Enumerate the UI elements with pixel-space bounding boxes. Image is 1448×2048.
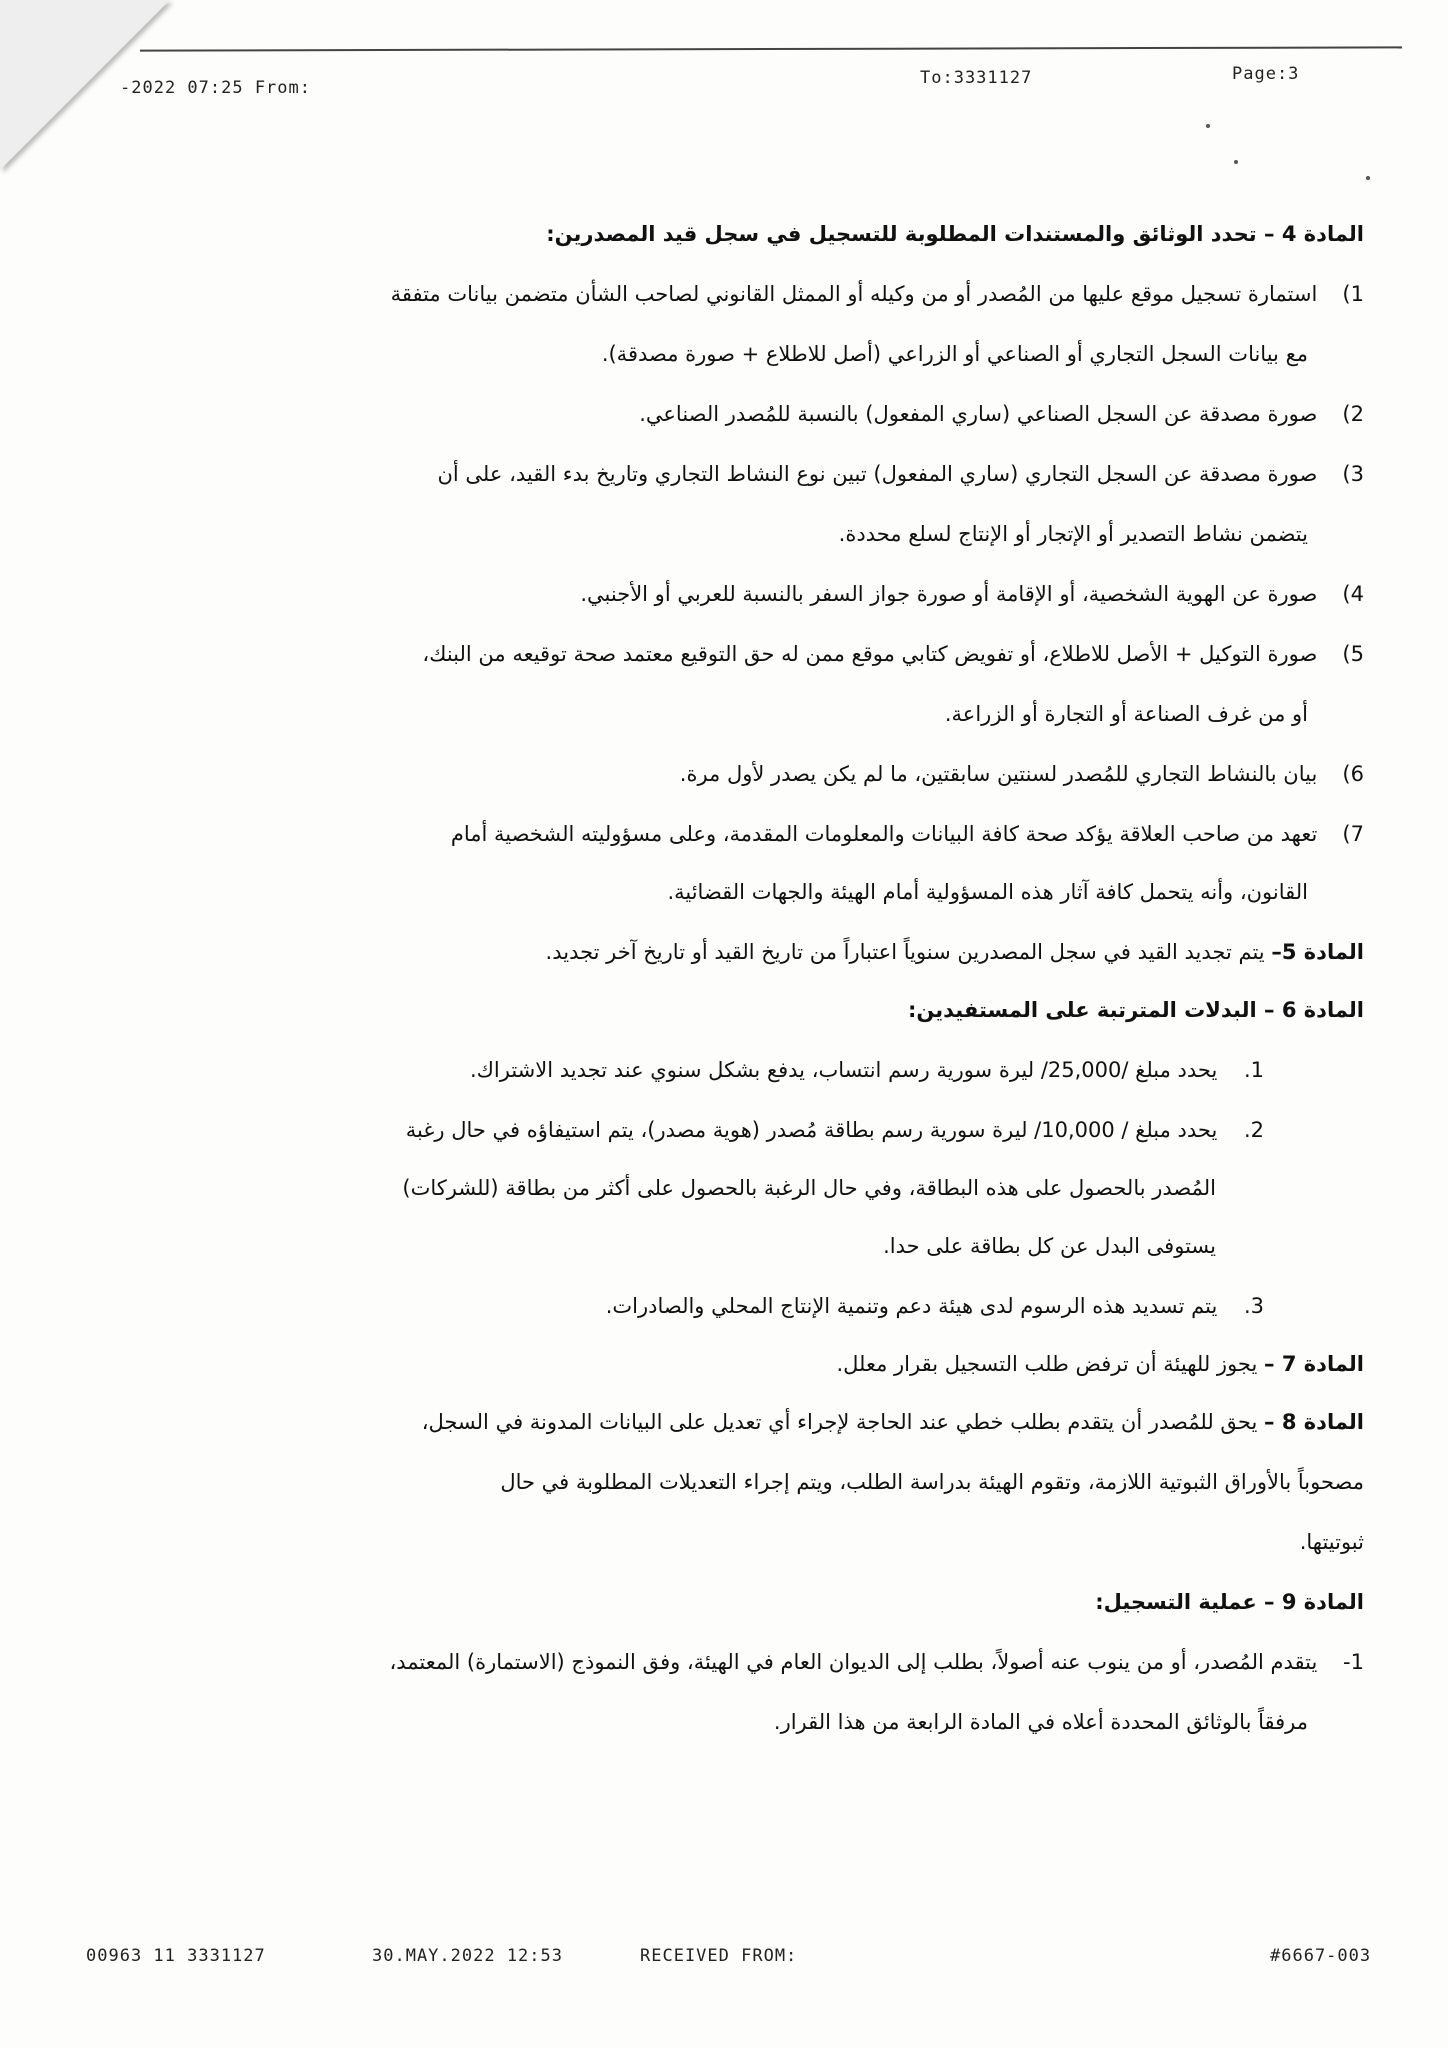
article-6-heading: المادة 6 – البدلات المترتبة على المستفيدين:: [907, 998, 1364, 1022]
item-text: يتم تسديد هذه الرسوم لدى هيئة دعم وتنمية الإنتاج المحلي والصادرات.: [605, 1294, 1218, 1318]
item-number: 1-: [1343, 1650, 1364, 1674]
header-rule: [140, 46, 1402, 51]
article-8-continuation: مصحوباً بالأوراق الثبوتية اللازمة، وتقوم الهيئة بدراسة الطلب، ويتم إجراء التعديلات المطلوبة في حال: [500, 1470, 1364, 1494]
item-number: 1.: [1243, 1058, 1264, 1082]
item-text: يحدد مبلغ /25,000/ ليرة سورية رسم انتساب، يدفع بشكل سنوي عند تجديد الاشتراك.: [469, 1058, 1218, 1082]
list-item: [422, 630, 1364, 678]
fax-header-left: -2022 07:25 From:: [120, 78, 311, 98]
scan-speck: [1366, 176, 1370, 180]
item-text: بيان بالنشاط التجاري للمُصدر لسنتين سابقتين، ما لم يكن يصدر لأول مرة.: [679, 762, 1318, 786]
article-7-text: يجوز للهيئة أن ترفض طلب التسجيل بقرار معلل.: [836, 1352, 1258, 1376]
item-continuation: القانون، وأنه يتحمل كافة آثار هذه المسؤولية أمام الهيئة والجهات القضائية.: [667, 880, 1308, 904]
list-item: [391, 270, 1364, 318]
fax-header-page: Page:3: [1232, 64, 1300, 84]
article-5-text: يتم تجديد القيد في سجل المصدرين سنوياً اعتباراً من تاريخ القيد أو تاريخ آخر تجديد.: [545, 940, 1265, 964]
article-7: [836, 1340, 1364, 1388]
fax-footer-received: RECEIVED FROM:: [640, 1946, 798, 1966]
item-number: 3): [1342, 462, 1364, 486]
item-text: صورة مصدقة عن السجل التجاري (ساري المفعول) تبين نوع النشاط التجاري وتاريخ بدء القيد، على أن: [437, 462, 1318, 486]
item-text: صورة عن الهوية الشخصية، أو الإقامة أو صورة جواز السفر بالنسبة للعربي أو الأجنبي.: [580, 582, 1318, 606]
article-8-continuation: ثبوتيتها.: [1299, 1530, 1364, 1554]
item-continuation: يستوفى البدل عن كل بطاقة على حدا.: [883, 1234, 1216, 1258]
list-item: [437, 450, 1364, 498]
item-number: 4): [1342, 582, 1364, 606]
scan-speck: [1234, 160, 1238, 164]
item-continuation: مرفقاً بالوثائق المحددة أعلاه في المادة الرابعة من هذا القرار.: [773, 1710, 1308, 1734]
article-7-heading: المادة 7 –: [1264, 1352, 1364, 1376]
item-text: صورة التوكيل + الأصل للاطلاع، أو تفويض كتابي موقع ممن له حق التوقيع معتمد صحة توقيعه من البنك،: [422, 642, 1318, 666]
item-number: 5): [1342, 642, 1364, 666]
item-continuation: المُصدر بالحصول على هذه البطاقة، وفي حال الرغبة بالحصول على أكثر من بطاقة (للشركات): [402, 1176, 1216, 1200]
item-continuation: أو من غرف الصناعة أو التجارة أو الزراعة.: [944, 702, 1308, 726]
item-text: يتقدم المُصدر، أو من ينوب عنه أصولاً، بطلب إلى الديوان العام في الهيئة، وفق النموذج (الاستمارة) المعتمد،: [389, 1650, 1318, 1674]
item-number: 3.: [1243, 1294, 1264, 1318]
scan-speck: [1206, 124, 1210, 128]
list-item: [470, 1046, 1264, 1094]
item-continuation: يتضمن نشاط التصدير أو الإتجار أو الإنتاج لسلع محددة.: [838, 522, 1308, 546]
article-4-heading: المادة 4 – تحدد الوثائق والمستندات المطلوبة للتسجيل في سجل قيد المصدرين:: [546, 222, 1364, 246]
list-item: [639, 390, 1364, 438]
article-9-heading: المادة 9 – عملية التسجيل:: [1095, 1590, 1364, 1614]
list-item: [606, 1282, 1264, 1330]
item-number: 2.: [1243, 1118, 1264, 1142]
item-number: 6): [1342, 762, 1364, 786]
fax-footer-job: #6667-003: [1270, 1946, 1372, 1966]
item-number: 1): [1342, 282, 1364, 306]
list-item: [451, 810, 1364, 858]
fax-footer-phone: 00963 11 3331127: [86, 1946, 266, 1966]
item-text: صورة مصدقة عن السجل الصناعي (ساري المفعول) بالنسبة للمُصدر الصناعي.: [639, 402, 1318, 426]
list-item: [580, 570, 1364, 618]
article-5: [546, 928, 1364, 976]
item-text: استمارة تسجيل موقع عليها من المُصدر أو من وكيله أو الممثل القانوني لصاحب الشأن متضمن بيانات متفقة: [390, 282, 1318, 306]
article-5-heading: المادة 5–: [1271, 940, 1364, 964]
item-text: يحدد مبلغ / 10,000/ ليرة سورية رسم بطاقة مُصدر (هوية مصدر)، يتم استيفاؤه في حال رغبة: [405, 1118, 1218, 1142]
article-8-heading: المادة 8 –: [1264, 1410, 1364, 1434]
fax-footer-date: 30.MAY.2022 12:53: [372, 1946, 563, 1966]
item-number: 2): [1342, 402, 1364, 426]
item-number: 7): [1342, 822, 1364, 846]
article-8: [422, 1398, 1364, 1446]
list-item: [680, 750, 1364, 798]
item-text: تعهد من صاحب العلاقة يؤكد صحة كافة البيانات والمعلومات المقدمة، وعلى مسؤوليته الشخصية أمام: [450, 822, 1318, 846]
article-8-text: يحق للمُصدر أن يتقدم بطلب خطي عند الحاجة لإجراء أي تعديل على البيانات المدونة في السجل،: [421, 1410, 1258, 1434]
fax-header-to: To:3331127: [920, 68, 1033, 88]
item-continuation: مع بيانات السجل التجاري أو الصناعي أو الزراعي (أصل للاطلاع + صورة مصدقة).: [601, 342, 1308, 366]
list-item: [406, 1106, 1264, 1154]
list-item: [389, 1638, 1364, 1686]
